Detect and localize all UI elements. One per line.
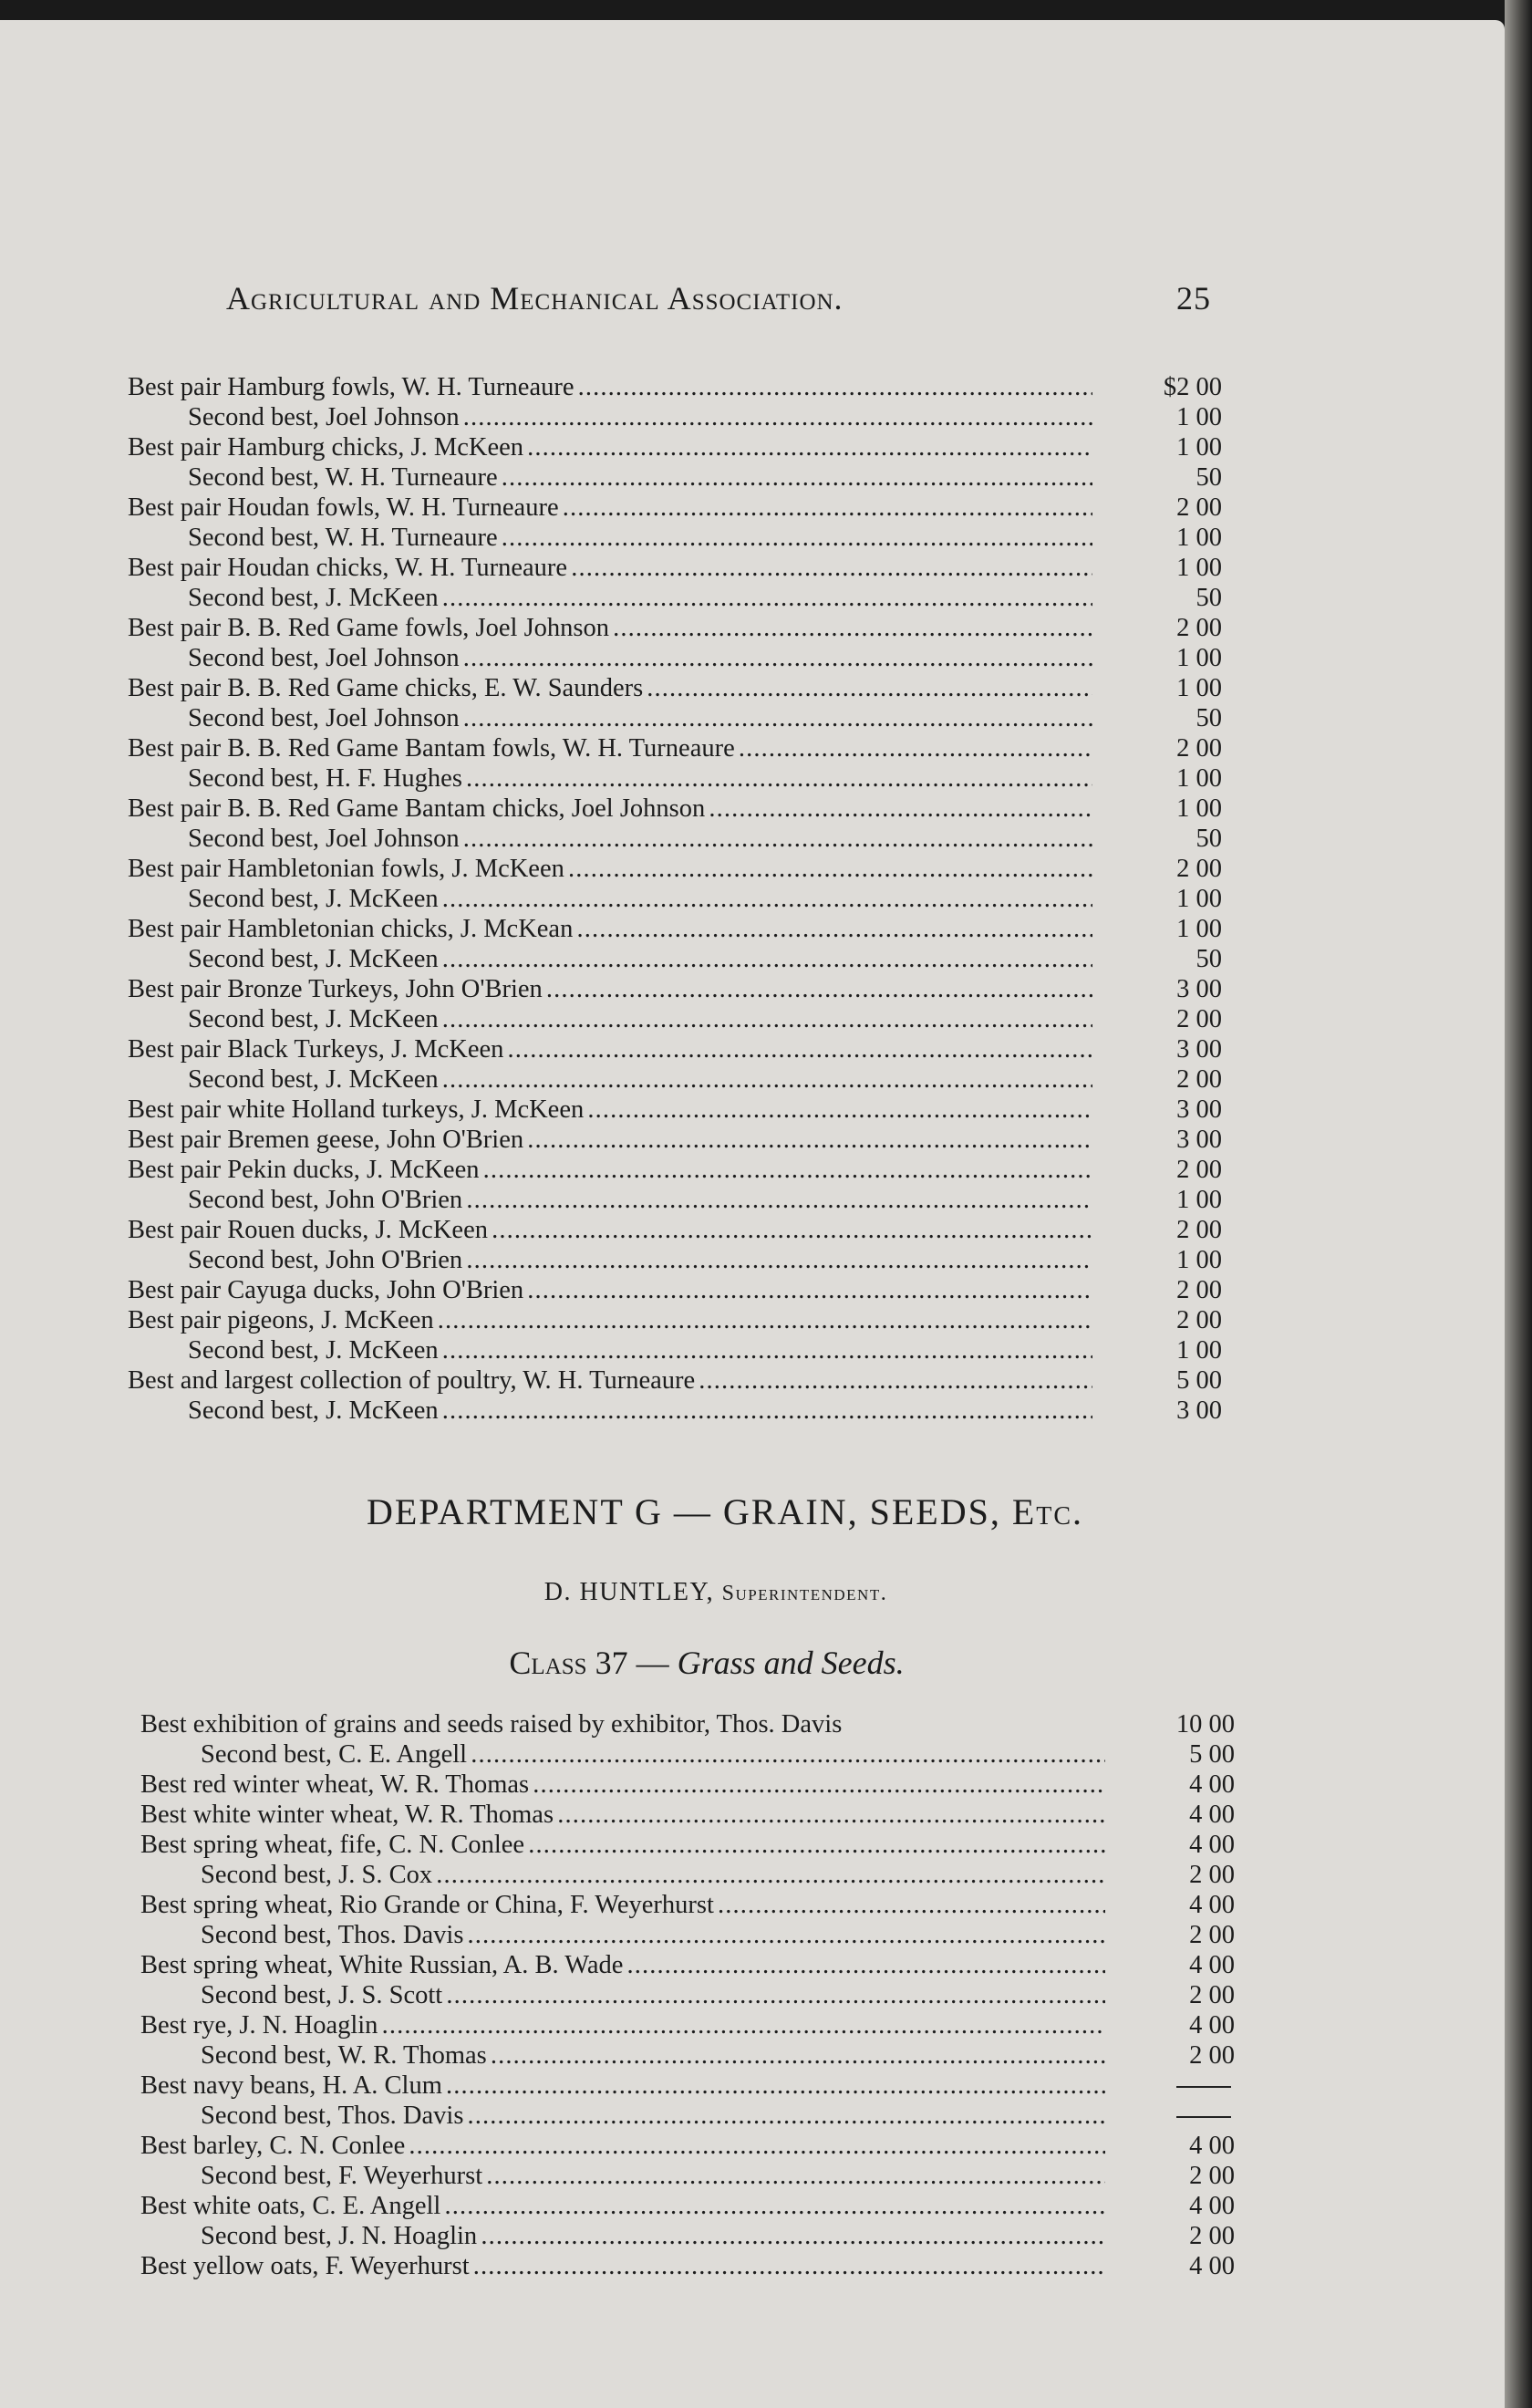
- entry-amount: 2 00: [1176, 614, 1222, 642]
- entry-label: Second best, John O'Brien . . .: [128, 1185, 1092, 1215]
- entry-label: Second best, J. McKeen . . .: [128, 1064, 1092, 1095]
- premium-entry: [128, 1185, 1222, 1215]
- entry-amount: 1 00: [1176, 644, 1222, 672]
- entry-amount: 1 00: [1176, 403, 1222, 431]
- entry-label: Best pair Hambletonian chicks, J. McKean . . .: [128, 914, 1092, 944]
- entry-amount: 1 00: [1176, 433, 1222, 462]
- premium-entry: [128, 462, 1222, 493]
- entry-label: Second best, J. N. Hoaglin . . .: [140, 2221, 1105, 2251]
- premium-entry: [140, 2040, 1235, 2071]
- entry-amount: 1 00: [1176, 915, 1222, 943]
- entry-amount: 2 00: [1176, 1065, 1222, 1094]
- entry-amount: 4 00: [1189, 2192, 1235, 2220]
- entry-label: Best rye, J. N. Hoaglin . . .: [140, 2010, 1105, 2040]
- entry-label: Best exhibition of grains and seeds raised by exhibitor, Thos. Davis: [140, 1710, 843, 1739]
- premium-entry: [140, 1920, 1235, 1950]
- premium-entry: [128, 944, 1222, 974]
- book-page: [0, 20, 1505, 2408]
- premium-entry: [140, 2101, 1235, 2131]
- premium-entry: [128, 1064, 1222, 1095]
- department-title-etc: Etc.: [1011, 1491, 1084, 1532]
- premium-entry: [128, 1396, 1222, 1426]
- premium-entry: [140, 1739, 1235, 1770]
- premium-entry: [140, 2131, 1235, 2161]
- entry-amount: 2 00: [1176, 1156, 1222, 1184]
- premium-entry: [128, 613, 1222, 643]
- premium-entry: [140, 2071, 1235, 2101]
- entry-label: Best pair Bremen geese, John O'Brien . . .: [128, 1125, 1092, 1155]
- entry-amount: 10 00: [1175, 1710, 1235, 1739]
- running-head-title: Agricultural and Mechanical Association.: [226, 280, 844, 317]
- premium-entry: [140, 2191, 1235, 2221]
- entry-label: Second best, Joel Johnson . . .: [128, 824, 1092, 854]
- entry-amount: 2 00: [1189, 1861, 1235, 1889]
- entry-amount: 1 00: [1176, 1336, 1222, 1365]
- entry-label: Best spring wheat, Rio Grande or China, F. Weyerhurst . . .: [140, 1890, 1105, 1920]
- entry-amount: 1 00: [1176, 554, 1222, 582]
- entry-label: Second best, J. McKeen . . .: [128, 1335, 1092, 1365]
- entry-amount: 2 00: [1176, 1005, 1222, 1033]
- premium-entry: [128, 733, 1222, 763]
- premium-entry: [140, 2221, 1235, 2251]
- entry-label: Best white oats, C. E. Angell . . .: [140, 2191, 1105, 2221]
- premium-entry: [140, 1980, 1235, 2010]
- premium-entry: [128, 974, 1222, 1004]
- entry-label: Best pair B. B. Red Game Bantam fowls, W. H. Turneaure . . .: [128, 733, 1092, 763]
- entry-label: Best yellow oats, F. Weyerhurst . . .: [140, 2251, 1105, 2281]
- premium-entry: [128, 1335, 1222, 1365]
- premium-entry: [128, 884, 1222, 914]
- department-title-main: DEPARTMENT G — GRAIN, SEEDS,: [366, 1491, 1012, 1532]
- premium-entry: [128, 523, 1222, 553]
- entry-amount: 4 00: [1189, 2011, 1235, 2040]
- entry-label: Best pair Pekin ducks, J. McKeen . . .: [128, 1155, 1092, 1185]
- entry-amount: 4 00: [1189, 1801, 1235, 1829]
- entry-amount: 2 00: [1176, 1216, 1222, 1244]
- entry-amount-blank: [1134, 2101, 1235, 2131]
- premium-entry: [140, 2251, 1235, 2281]
- premium-entry: [128, 914, 1222, 944]
- class-number: 37: [595, 1645, 628, 1681]
- entry-label: Best pair B. B. Red Game Bantam chicks, Joel Johnson . . .: [128, 794, 1092, 824]
- entry-label: Best pair white Holland turkeys, J. McKeen . . .: [128, 1095, 1092, 1125]
- premium-entry: [128, 402, 1222, 432]
- entry-amount: 2 00: [1176, 855, 1222, 883]
- entry-label: Best pair Hamburg chicks, J. McKeen . . .: [128, 432, 1092, 462]
- grain-premium-list: [140, 1709, 1235, 2281]
- entry-label: Second best, W. H. Turneaure . . .: [128, 462, 1092, 493]
- premium-entry: [128, 673, 1222, 703]
- entry-amount: 50: [1196, 463, 1222, 492]
- premium-entry: [128, 1305, 1222, 1335]
- premium-entry: [128, 794, 1222, 824]
- entry-label: Best pair Cayuga ducks, John O'Brien . . .: [128, 1275, 1092, 1305]
- entry-label: Best and largest collection of poultry, W. H. Turneaure . . .: [128, 1365, 1092, 1396]
- premium-entry: [128, 1125, 1222, 1155]
- entry-label: Second best, J. McKeen . . .: [128, 1396, 1092, 1426]
- premium-entry: [140, 1709, 1235, 1739]
- entry-label: Best pair B. B. Red Game fowls, Joel Johnson . . .: [128, 613, 1092, 643]
- premium-entry: [128, 1095, 1222, 1125]
- entry-amount: 1 00: [1176, 524, 1222, 552]
- entry-label: Second best, J. McKeen . . .: [128, 944, 1092, 974]
- entry-amount: 4 00: [1189, 2132, 1235, 2160]
- entry-label: Second best, John O'Brien . . .: [128, 1245, 1092, 1275]
- premium-entry: [140, 1950, 1235, 1980]
- entry-amount: 1 00: [1176, 1246, 1222, 1274]
- class-dash: —: [627, 1645, 678, 1681]
- entry-amount: 2 00: [1176, 493, 1222, 522]
- entry-label: Second best, Joel Johnson . . .: [128, 643, 1092, 673]
- entry-amount: 3 00: [1176, 975, 1222, 1003]
- entry-label: Second best, C. E. Angell . . .: [140, 1739, 1105, 1770]
- entry-amount: 2 00: [1176, 1276, 1222, 1304]
- entry-amount: 2 00: [1189, 2041, 1235, 2070]
- entry-amount: 3 00: [1176, 1095, 1222, 1124]
- entry-amount: 3 00: [1176, 1396, 1222, 1425]
- entry-label: Second best, W. R. Thomas . . .: [140, 2040, 1105, 2071]
- entry-amount: 5 00: [1189, 1740, 1235, 1769]
- premium-entry: [128, 1004, 1222, 1034]
- premium-entry: [128, 1215, 1222, 1245]
- entry-label: Best navy beans, H. A. Clum . . .: [140, 2071, 1105, 2101]
- premium-entry: [128, 583, 1222, 613]
- superintendent-name: D. HUNTLEY,: [543, 1578, 722, 1606]
- entry-label: Best red winter wheat, W. R. Thomas . . .: [140, 1770, 1105, 1800]
- premium-entry: [128, 1245, 1222, 1275]
- entry-label: Best spring wheat, White Russian, A. B. Wade . . .: [140, 1950, 1105, 1980]
- entry-amount: 2 00: [1189, 1981, 1235, 2009]
- entry-amount: 4 00: [1189, 1891, 1235, 1919]
- entry-amount: 3 00: [1176, 1126, 1222, 1154]
- premium-entry: [128, 493, 1222, 523]
- premium-entry: [128, 553, 1222, 583]
- premium-entry: [128, 703, 1222, 733]
- entry-amount: 1 00: [1176, 885, 1222, 913]
- entry-amount: 50: [1196, 825, 1222, 853]
- premium-entry: [128, 854, 1222, 884]
- entry-label: Best pair Black Turkeys, J. McKeen . . .: [128, 1034, 1092, 1064]
- entry-label: Second best, Thos. Davis . . .: [140, 1920, 1105, 1950]
- premium-entry: [140, 1800, 1235, 1830]
- premium-entry: [140, 1770, 1235, 1800]
- entry-label: Best white winter wheat, W. R. Thomas . . .: [140, 1800, 1105, 1830]
- entry-label: Second best, F. Weyerhurst . . .: [140, 2161, 1105, 2191]
- entry-amount: 4 00: [1189, 2252, 1235, 2280]
- page-number: 25: [1176, 280, 1211, 317]
- entry-amount: 2 00: [1189, 2162, 1235, 2190]
- premium-entry: [128, 824, 1222, 854]
- entry-label: Best pair Houdan chicks, W. H. Turneaure . . .: [128, 553, 1092, 583]
- entry-label: Best barley, C. N. Conlee . . .: [140, 2131, 1105, 2161]
- entry-amount: 2 00: [1189, 1921, 1235, 1949]
- entry-amount: 5 00: [1176, 1366, 1222, 1395]
- department-heading: [0, 1490, 1477, 1533]
- class-name: Grass and Seeds.: [677, 1645, 905, 1681]
- entry-label: Second best, W. H. Turneaure . . .: [128, 523, 1092, 553]
- entry-label: Best pair B. B. Red Game chicks, E. W. Saunders . . .: [128, 673, 1092, 703]
- premium-entry: [128, 1155, 1222, 1185]
- premium-entry: [128, 763, 1222, 794]
- superintendent-role: Superintendent.: [721, 1582, 888, 1605]
- premium-entry: [140, 1830, 1235, 1860]
- entry-label: Best pair Bronze Turkeys, John O'Brien . . .: [128, 974, 1092, 1004]
- entry-label: Second best, J. S. Cox . . .: [140, 1860, 1105, 1890]
- entry-label: Second best, Joel Johnson . . .: [128, 402, 1092, 432]
- premium-entry: [140, 2010, 1235, 2040]
- entry-amount: 2 00: [1176, 1306, 1222, 1334]
- premium-entry: [128, 432, 1222, 462]
- entry-amount: 1 00: [1176, 1186, 1222, 1214]
- premium-entry: [128, 1034, 1222, 1064]
- entry-amount: 3 00: [1176, 1035, 1222, 1064]
- entry-label: Second best, J. S. Scott . . .: [140, 1980, 1105, 2010]
- entry-label: Second best, J. McKeen . . .: [128, 583, 1092, 613]
- entry-amount: 4 00: [1189, 1951, 1235, 1979]
- entry-amount: 2 00: [1189, 2222, 1235, 2250]
- entry-label: Best pair Hambletonian fowls, J. McKeen . . .: [128, 854, 1092, 884]
- premium-entry: [140, 2161, 1235, 2191]
- premium-entry: [128, 372, 1222, 402]
- entry-label: Best pair Rouen ducks, J. McKeen . . .: [128, 1215, 1092, 1245]
- entry-label: Best spring wheat, fife, C. N. Conlee . . .: [140, 1830, 1105, 1860]
- entry-label: Second best, Joel Johnson . . .: [128, 703, 1092, 733]
- superintendent-line: [0, 1578, 1468, 1607]
- premium-entry: [140, 1860, 1235, 1890]
- entry-label: Best pair pigeons, J. McKeen . . .: [128, 1305, 1092, 1335]
- entry-amount: $2 00: [1163, 373, 1222, 401]
- entry-amount: 2 00: [1176, 734, 1222, 763]
- entry-label: Second best, J. McKeen . . .: [128, 884, 1092, 914]
- class-label: Class: [509, 1645, 587, 1681]
- entry-amount-blank: [1134, 2071, 1235, 2101]
- entry-label: Second best, H. F. Hughes . . .: [128, 763, 1092, 794]
- premium-entry: [128, 643, 1222, 673]
- entry-amount: 1 00: [1176, 794, 1222, 823]
- premium-entry: [128, 1275, 1222, 1305]
- entry-amount: 4 00: [1189, 1770, 1235, 1799]
- entry-amount: 50: [1196, 584, 1222, 612]
- entry-label: Second best, Thos. Davis . . .: [140, 2101, 1105, 2131]
- entry-amount: 1 00: [1176, 674, 1222, 702]
- entry-amount: 4 00: [1189, 1831, 1235, 1859]
- running-head: [226, 279, 1211, 317]
- premium-entry: [140, 1890, 1235, 1920]
- entry-label: Best pair Houdan fowls, W. H. Turneaure . . .: [128, 493, 1092, 523]
- premium-entry: [128, 1365, 1222, 1396]
- class-heading: [0, 1644, 1459, 1682]
- entry-label: Best pair Hamburg fowls, W. H. Turneaure . . .: [128, 372, 1092, 402]
- entry-amount: 50: [1196, 704, 1222, 732]
- entry-amount: 1 00: [1176, 764, 1222, 793]
- entry-amount: 50: [1196, 945, 1222, 973]
- poultry-premium-list: [128, 372, 1222, 1426]
- page-edge-shadow: [1505, 0, 1532, 2408]
- entry-label: Second best, J. McKeen . . .: [128, 1004, 1092, 1034]
